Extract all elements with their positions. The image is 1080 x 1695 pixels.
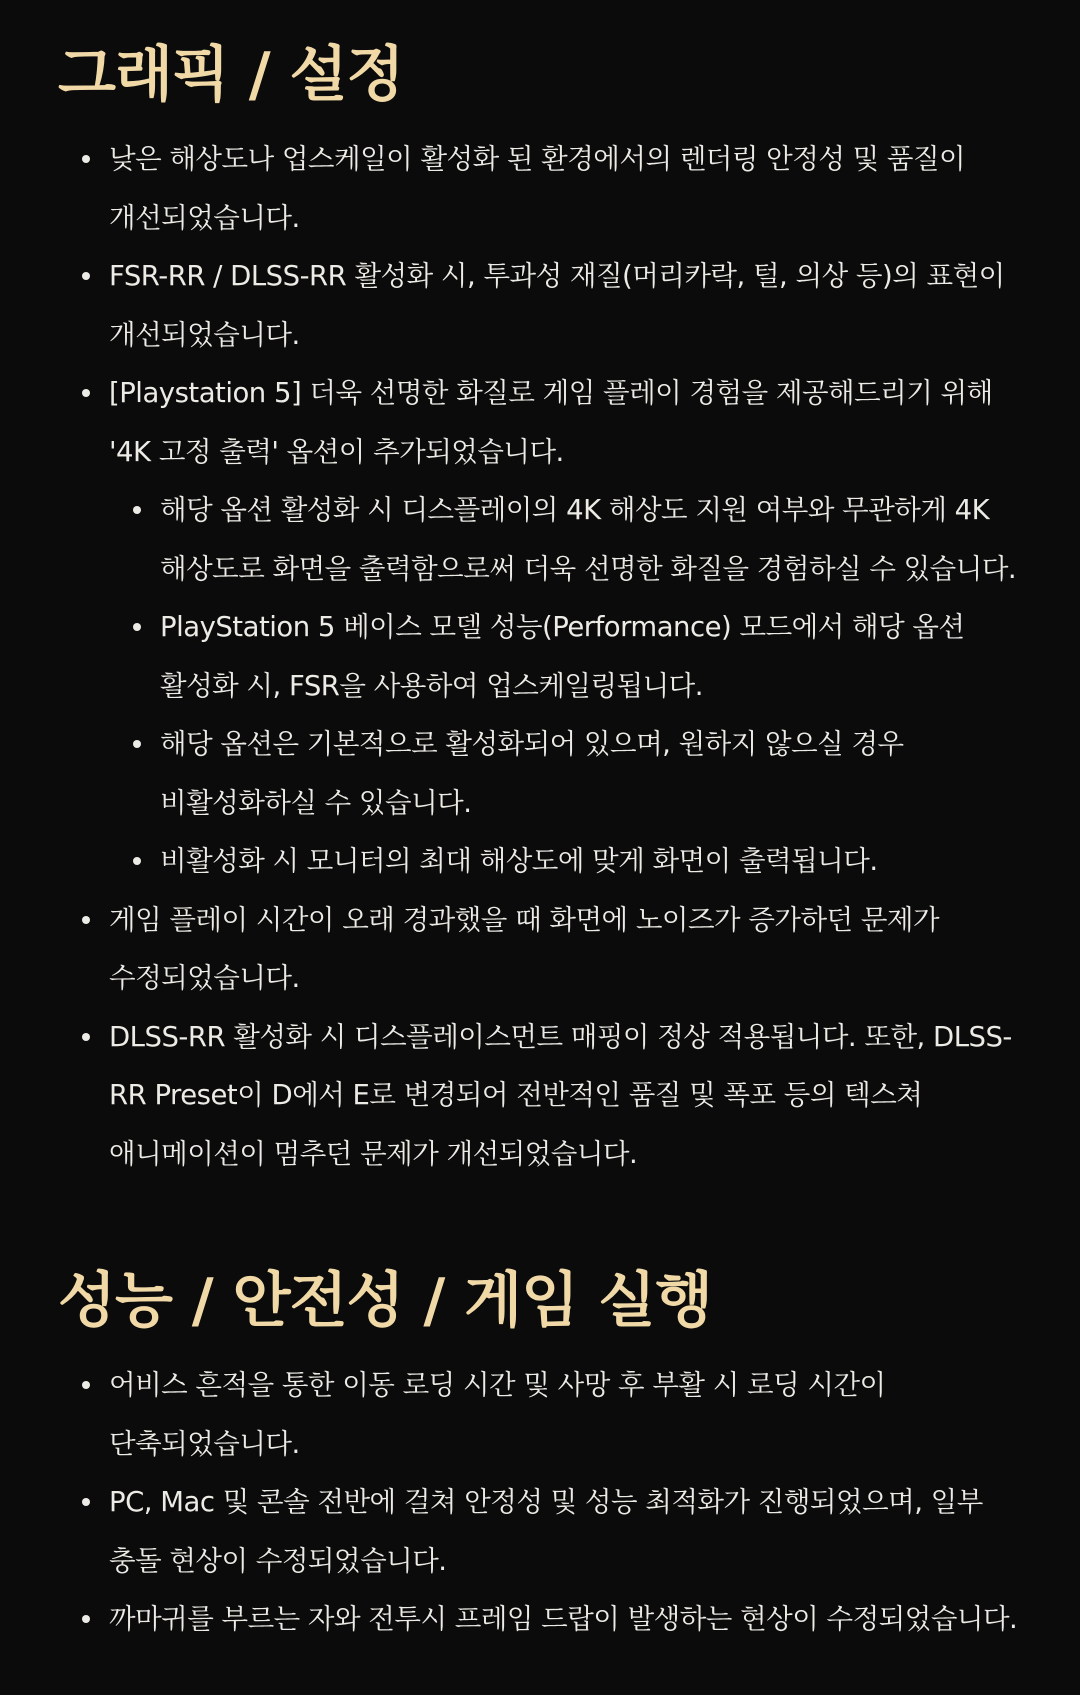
graphics-notes-list: [58, 130, 1040, 1183]
list-item: DLSS-RR 활성화 시 디스플레이스먼트 매핑이 정상 적용됩니다. 또한, DLSS- RR Preset이 D에서 E로 변경되어 전반적인 품질 및 폭포 등의 텍스쳐 애니메이션이 멈추던 문제가 개선되었습니다.: [58, 1008, 1040, 1184]
sub-list-item: 해당 옵션은 기본적으로 활성화되어 있으며, 원하지 않으실 경우 비활성화하실 수 있습니다.: [58, 715, 1040, 832]
section-title-graphics: 그래픽 / 설정: [58, 40, 404, 110]
sub-list-item: 해당 옵션 활성화 시 디스플레이의 4K 해상도 지원 여부와 무관하게 4K 해상도로 화면을 출력함으로써 더욱 선명한 화질을 경험하실 수 있습니다.: [58, 481, 1040, 598]
list-item: FSR-RR / DLSS-RR 활성화 시, 투과성 재질(머리카락, 털, 의상 등)의 표현이 개선되었습니다.: [58, 247, 1040, 364]
list-item: 어비스 흔적을 통한 이동 로딩 시간 및 사망 후 부활 시 로딩 시간이 단축되었습니다.: [58, 1356, 1040, 1473]
list-item: [Playstation 5] 더욱 선명한 화질로 게임 플레이 경험을 제공해드리기 위해 '4K 고정 출력' 옵션이 추가되었습니다.: [58, 364, 1040, 481]
list-item: 낮은 해상도나 업스케일이 활성화 된 환경에서의 렌더링 안정성 및 품질이 개선되었습니다.: [58, 130, 1040, 247]
performance-notes-list: [58, 1356, 1040, 1649]
list-item: 게임 플레이 시간이 오래 경과했을 때 화면에 노이즈가 증가하던 문제가 수정되었습니다.: [58, 891, 1040, 1008]
sub-list-item: 비활성화 시 모니터의 최대 해상도에 맞게 화면이 출력됩니다.: [58, 832, 1040, 891]
sub-list-item: PlayStation 5 베이스 모델 성능(Performance) 모드에서 해당 옵션 활성화 시, FSR을 사용하여 업스케일링됩니다.: [58, 598, 1040, 715]
section-title-performance: 성능 / 안전성 / 게임 실행: [58, 1266, 712, 1336]
list-item: 까마귀를 부르는 자와 전투시 프레임 드랍이 발생하는 현상이 수정되었습니다.: [58, 1590, 1040, 1649]
list-item: PC, Mac 및 콘솔 전반에 걸쳐 안정성 및 성능 최적화가 진행되었으며, 일부 충돌 현상이 수정되었습니다.: [58, 1473, 1040, 1590]
